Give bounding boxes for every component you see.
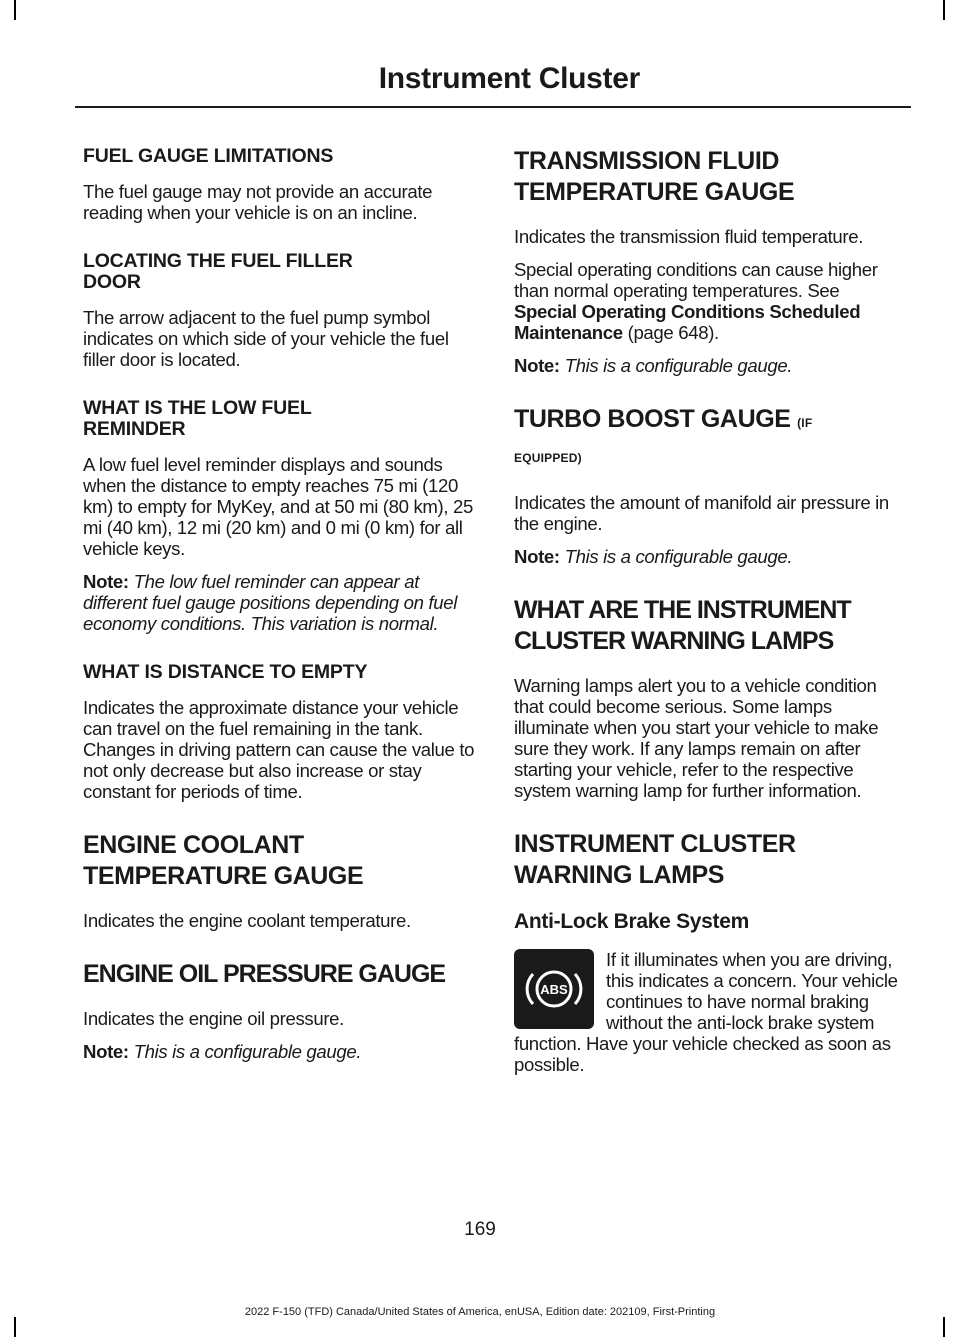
section-heading (83, 830, 475, 892)
crop-mark (14, 1317, 16, 1337)
section-engine-oil (83, 959, 475, 1062)
page-reference: (page 648). (622, 322, 719, 343)
paragraph: Warning lamps alert you to a vehicle condition that could become serious. Some lamps illuminate when you start your vehicle to make sure they work. If any lamps remain on after starting your vehicle, refer to the respective system warning lamp for further information. (514, 675, 879, 801)
note (83, 571, 475, 634)
note (514, 355, 906, 376)
note-text: The low fuel reminder can appear at different fuel gauge positions depending on fuel economy conditions. This variation is normal. (83, 571, 457, 634)
section-what-are-warning-lamps (514, 595, 906, 801)
heading-line: WARNING LAMPS (514, 861, 725, 889)
section-heading (83, 251, 475, 293)
paragraph: Indicates the engine coolant temperature. (83, 910, 411, 931)
header-divider (75, 106, 911, 108)
heading-line: TEMPERATURE GAUGE (514, 178, 795, 206)
page-number: 169 (464, 1219, 496, 1240)
section-locating-fuel-filler (83, 251, 475, 370)
crop-mark (943, 0, 945, 20)
note (514, 546, 906, 567)
abs-icon-label: ABS (540, 982, 568, 997)
note-text: This is a configurable gauge. (133, 1041, 362, 1062)
paragraph (514, 259, 906, 343)
heading-qualifier: EQUIPPED) (514, 451, 582, 465)
paragraph: Indicates the amount of manifold air pressure in the engine. (514, 492, 889, 534)
paragraph: A low fuel level reminder displays and sounds when the distance to empty reaches 75 mi (120 km) to empty for MyKey, and at 50 mi (80 km), 25 mi (40 km), 12 mi (20 km) and 0 mi (0 km) for all vehicle keys. (83, 454, 473, 559)
heading-line: ENGINE COOLANT (83, 831, 304, 859)
section-turbo-boost (514, 404, 906, 567)
heading-line: CLUSTER WARNING LAMPS (514, 627, 834, 655)
left-column (83, 146, 475, 1074)
section-distance-to-empty (83, 662, 475, 802)
note-label: Note: (514, 546, 560, 567)
section-heading (514, 404, 906, 474)
heading-line: LOCATING THE FUEL FILLER (83, 250, 353, 272)
footer-edition-info: 2022 F-150 (TFD) Canada/United States of America, enUSA, Edition date: 202109, First-Printing (244, 1306, 716, 1318)
section-heading (83, 398, 475, 440)
heading-text: TURBO BOOST GAUGE (514, 405, 798, 433)
crop-mark (943, 1317, 945, 1337)
section-warning-lamps (514, 829, 906, 891)
heading-line: INSTRUMENT CLUSTER (514, 830, 796, 858)
section-heading: WHAT IS DISTANCE TO EMPTY (83, 661, 368, 683)
right-column (514, 146, 906, 1087)
crop-mark (14, 0, 16, 20)
section-heading (514, 146, 906, 208)
note-text: This is a configurable gauge. (564, 355, 793, 376)
heading-line: DOOR (83, 271, 141, 293)
note-label: Note: (83, 1041, 129, 1062)
section-transmission-fluid (514, 146, 906, 376)
note-label: Note: (83, 571, 129, 592)
heading-line: TEMPERATURE GAUGE (83, 862, 364, 890)
note (83, 1041, 475, 1062)
heading-line: WHAT IS THE LOW FUEL (83, 397, 312, 419)
paragraph: Indicates the engine oil pressure. (83, 1008, 344, 1029)
section-abs (514, 909, 906, 1075)
paragraph: If it illuminates when you are driving, this indicates a concern. Your vehicle continues to have normal braking without the anti-lock brake system function. Have your vehicle checked as soon as possible. (514, 949, 898, 1075)
abs-warning-lamp-icon (514, 949, 594, 1029)
paragraph: Indicates the approximate distance your vehicle can travel on the fuel remaining in the tank. Changes in driving pattern can cause the value to not only decrease but also increase or stay constant for periods of time. (83, 697, 475, 802)
heading-line: REMINDER (83, 418, 186, 440)
page-title: Instrument Cluster (378, 62, 640, 95)
paragraph: The arrow adjacent to the fuel pump symbol indicates on which side of your vehicle the fuel filler door is located. (83, 307, 449, 370)
heading-line: TRANSMISSION FLUID (514, 147, 780, 175)
note-text: This is a configurable gauge. (564, 546, 793, 567)
heading-qualifier: (IF (797, 416, 813, 430)
heading-line: WHAT ARE THE INSTRUMENT (514, 596, 851, 624)
section-heading: FUEL GAUGE LIMITATIONS (83, 145, 334, 167)
section-heading (514, 595, 906, 657)
section-fuel-gauge-limitations (83, 146, 475, 223)
subsection-heading: Anti-Lock Brake System (514, 910, 749, 933)
section-heading: ENGINE OIL PRESSURE GAUGE (83, 960, 446, 988)
paragraph: The fuel gauge may not provide an accurate reading when your vehicle is on an incline. (83, 181, 433, 223)
section-heading (514, 829, 906, 891)
cross-reference-link[interactable]: Special Operating Conditions Scheduled Maintenance (514, 301, 861, 343)
paragraph-text: Special operating conditions can cause higher than normal operating temperatures. See (514, 259, 878, 301)
section-low-fuel-reminder (83, 398, 475, 634)
section-engine-coolant (83, 830, 475, 931)
note-label: Note: (514, 355, 560, 376)
paragraph: Indicates the transmission fluid temperature. (514, 226, 864, 247)
